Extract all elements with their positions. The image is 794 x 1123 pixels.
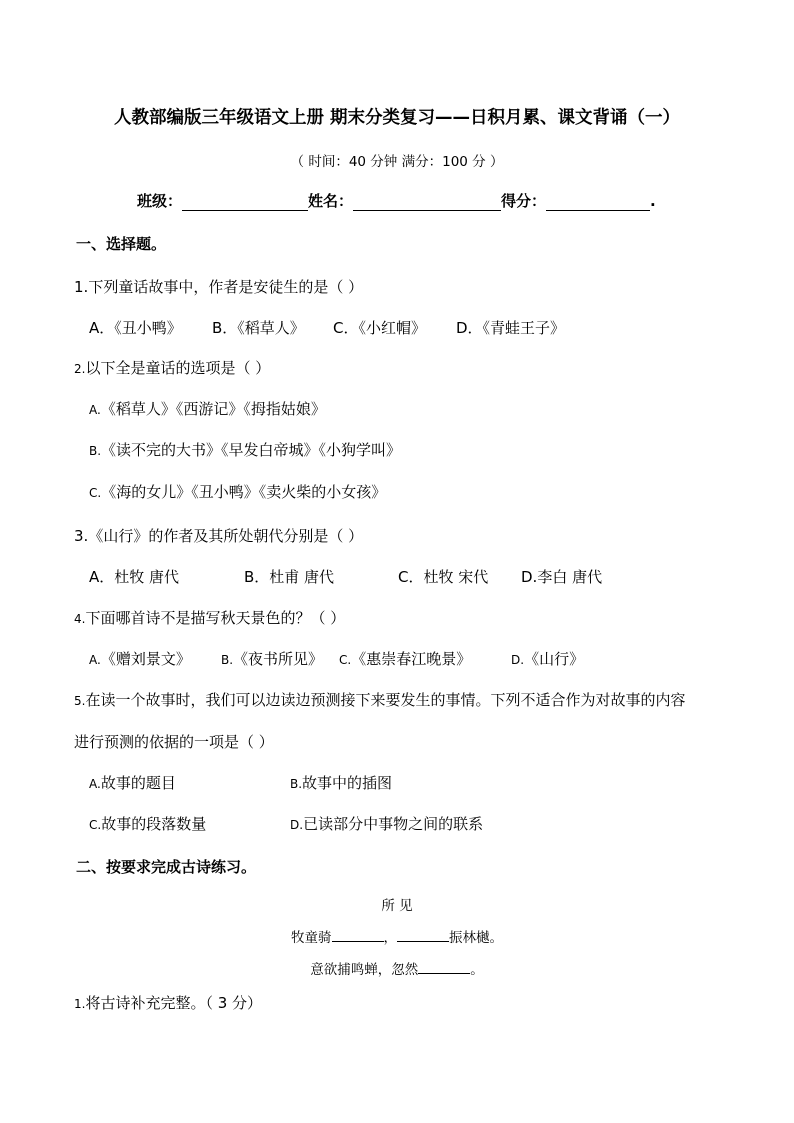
option-letter: B. — [290, 777, 303, 791]
option-text: 故事的题目 — [100, 774, 176, 792]
q1-option-c[interactable]: C．《小红帽》 — [333, 319, 426, 337]
question-5-line-1 — [74, 689, 685, 710]
option-text: 《读不完的大书》《早发白帝城》《小狗学叫》 — [101, 441, 402, 459]
poem-title: 所 见 — [381, 898, 413, 914]
question-stem: 以下全是童话的选项是（ ） — [85, 359, 271, 377]
question-3 — [74, 525, 363, 546]
question-number: 1. — [74, 278, 89, 296]
poem-task-1 — [74, 992, 262, 1013]
q1-option-a[interactable]: A．《丑小鸭》 — [89, 319, 182, 337]
option-text: 故事中的插图 — [302, 774, 393, 792]
end-mark: . — [650, 192, 656, 210]
poem-text: 意欲捕鸣蝉，忽然 — [310, 962, 419, 978]
q4-option-c[interactable] — [339, 648, 471, 669]
option-letter: B. — [89, 444, 102, 458]
question-2 — [74, 357, 270, 378]
q5-option-a[interactable] — [89, 772, 176, 793]
poem-text: ， — [383, 930, 397, 946]
poem-text: 。 — [470, 962, 484, 978]
question-number: 3. — [74, 527, 89, 545]
question-number: 4. — [74, 612, 86, 626]
option-letter: B. — [221, 653, 234, 667]
option-text: 《夜书所见》 — [233, 650, 324, 668]
option-text: 《山行》 — [524, 650, 585, 668]
q2-option-b[interactable] — [89, 439, 401, 460]
option-letter: D. — [290, 818, 304, 832]
class-blank[interactable] — [182, 194, 308, 211]
q5-option-d[interactable] — [290, 813, 483, 834]
q5-option-c[interactable] — [89, 813, 206, 834]
q4-option-a[interactable] — [89, 648, 191, 669]
q4-option-d[interactable] — [511, 648, 584, 669]
option-text: 《海的女儿》《丑小鸭》《卖火柴的小女孩》 — [101, 483, 387, 501]
q1-option-d[interactable]: D．《青蛙王子》 — [456, 319, 566, 337]
question-number: 5. — [74, 694, 86, 708]
option-text: 《赠刘景文》 — [100, 650, 191, 668]
option-letter: A. — [89, 403, 101, 417]
question-stem: 下列童话故事中，作者是安徒生的是（ ） — [88, 278, 364, 296]
question-number: 1. — [74, 997, 86, 1011]
option-text: 已读部分中事物之间的联系 — [303, 815, 484, 833]
name-blank[interactable] — [353, 194, 501, 211]
poem-blank-3[interactable] — [418, 961, 470, 974]
student-info-line — [137, 190, 656, 211]
option-text: 《惠崇春江晚景》 — [351, 650, 472, 668]
poem-blank-1[interactable] — [332, 929, 384, 942]
poem-line-1 — [0, 926, 794, 946]
poem-blank-2[interactable] — [397, 929, 449, 942]
question-4 — [74, 607, 345, 628]
q3-option-c[interactable]: C．杜牧 宋代 — [398, 568, 489, 586]
q5-option-b[interactable] — [290, 772, 392, 793]
option-letter: A. — [89, 777, 101, 791]
poem-text: 牧童骑 — [291, 930, 332, 946]
class-label: 班级： — [137, 192, 183, 210]
section-heading-1: 一、选择题。 — [76, 235, 167, 253]
name-label: 姓名： — [308, 192, 354, 210]
task-text: 将古诗补充完整。（ 3 分） — [85, 994, 263, 1012]
question-stem: 在读一个故事时，我们可以边读边预测接下来要发生的事情。下列不适合作为对故事的内容 — [85, 691, 686, 709]
option-letter: C. — [89, 486, 102, 500]
poem-line-2 — [0, 958, 794, 978]
question-number: 2. — [74, 362, 86, 376]
score-blank[interactable] — [546, 194, 650, 211]
option-text: 故事的段落数量 — [101, 815, 207, 833]
option-letter: C. — [339, 653, 352, 667]
option-letter: D. — [511, 653, 525, 667]
exam-subtitle: （ 时间：40 分钟 满分：100 分 ） — [290, 154, 504, 170]
option-letter: A. — [89, 653, 101, 667]
question-5-line-2: 进行预测的依据的一项是（ ） — [74, 733, 274, 751]
question-1 — [74, 276, 363, 297]
q1-option-b[interactable]: B．《稻草人》 — [212, 319, 305, 337]
section-heading-2: 二、按要求完成古诗练习。 — [76, 858, 257, 876]
q4-option-b[interactable] — [221, 648, 323, 669]
q3-option-b[interactable]: B．杜甫 唐代 — [244, 568, 335, 586]
poem-text: 振林樾。 — [449, 930, 503, 946]
q3-option-d[interactable]: D.李白 唐代 — [521, 568, 603, 586]
question-stem: 下面哪首诗不是描写秋天景色的？（ ） — [85, 609, 346, 627]
question-stem: 《山行》的作者及其所处朝代分别是（ ） — [88, 527, 364, 545]
q2-option-a[interactable] — [89, 398, 326, 419]
q2-option-c[interactable] — [89, 481, 386, 502]
score-label: 得分： — [501, 192, 547, 210]
option-text: 《稻草人》《西游记》《拇指姑娘》 — [100, 400, 326, 418]
option-letter: C. — [89, 818, 102, 832]
exam-title: 人教部编版三年级语文上册 期末分类复习——日积月累、课文背诵（一） — [113, 108, 681, 128]
q3-option-a[interactable]: A．杜牧 唐代 — [89, 568, 180, 586]
